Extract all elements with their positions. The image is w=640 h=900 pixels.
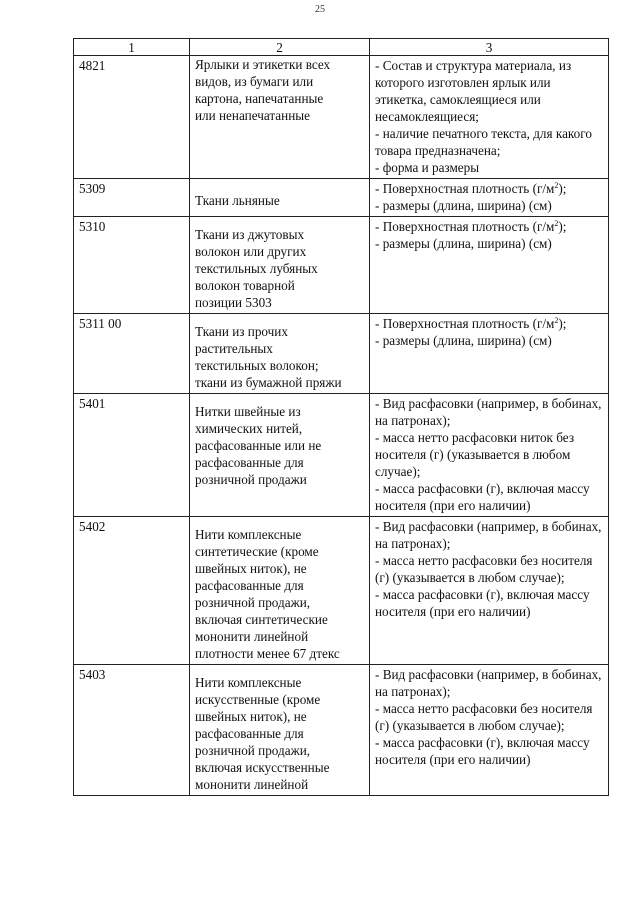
commodity-name-line: Ткани из джутовых [195, 227, 305, 242]
column-header-3: 3 [370, 39, 609, 56]
commodity-name-line: позиции 5303 [195, 295, 272, 310]
labeling-requirements [370, 314, 609, 394]
commodity-name-line: текстильных волокон; [195, 358, 319, 373]
requirement-item: - размеры (длина, ширина) (см) [375, 333, 552, 348]
requirement-item: - Поверхностная плотность $(г/м^2)$; [375, 181, 567, 196]
requirement-item: - масса нетто расфасовки без носителя (г) (указывается в любом случае); [375, 553, 593, 585]
table-row [74, 217, 609, 314]
table-row [74, 179, 609, 217]
labeling-requirements [370, 394, 609, 517]
column-header-1: 1 [74, 39, 190, 56]
requirement-item: - наличие печатного текста, для какого товара предназначена; [375, 126, 592, 158]
labeling-requirements [370, 179, 609, 217]
requirement-item: - масса расфасовки (г), включая массу носителя (при его наличии) [375, 481, 590, 513]
table-row [74, 314, 609, 394]
labeling-requirements [370, 217, 609, 314]
commodity-code: 5403 [74, 665, 190, 796]
requirement-item: - Вид расфасовки (например, в бобинах, на патронах); [375, 519, 602, 551]
commodity-name-line: искусственные (кроме [195, 692, 321, 707]
commodity-name [190, 217, 370, 314]
requirement-item: - масса нетто расфасовки ниток без носителя (г) (указывается в любом случае); [375, 430, 575, 479]
commodity-name-line: плотности менее 67 дтекс [195, 646, 340, 661]
commodity-name-line: расфасованные для [195, 455, 304, 470]
column-header-2: 2 [190, 39, 370, 56]
commodity-name-line: видов, из бумаги или [195, 74, 314, 89]
commodity-name [190, 665, 370, 796]
commodity-name-line: синтетические (кроме [195, 544, 319, 559]
commodity-code: 5310 [74, 217, 190, 314]
table-row [74, 56, 609, 179]
table-header-row [74, 39, 609, 56]
commodity-name-line: Нити комплексные [195, 527, 302, 542]
labeling-requirements [370, 517, 609, 665]
commodity-name-line: Ткани льняные [195, 193, 280, 208]
requirement-item: - размеры (длина, ширина) (см) [375, 198, 552, 213]
commodity-name-line: химических нитей, [195, 421, 303, 436]
commodity-name-line: включая синтетические [195, 612, 328, 627]
commodity-name-line: картона, напечатанные [195, 91, 324, 106]
table-row [74, 517, 609, 665]
commodity-name-line: розничной продажи, [195, 743, 311, 758]
requirement-item: - Вид расфасовки (например, в бобинах, на патронах); [375, 396, 602, 428]
table-row [74, 665, 609, 796]
commodity-name-line: швейных ниток), не [195, 709, 307, 724]
commodity-code: 4821 [74, 56, 190, 179]
commodity-name-line: Ярлыки и этикетки всех [195, 57, 331, 72]
commodity-name [190, 56, 370, 179]
commodity-name-line: расфасованные для [195, 578, 304, 593]
commodity-name-line: текстильных лубяных [195, 261, 318, 276]
tariff-requirements-table [73, 38, 609, 796]
commodity-code: 5309 [74, 179, 190, 217]
commodity-name-line: растительных [195, 341, 273, 356]
commodity-name-line: ткани из бумажной пряжи [195, 375, 342, 390]
commodity-name-line: розничной продажи, [195, 595, 311, 610]
commodity-name-line: включая искусственные [195, 760, 330, 775]
commodity-name [190, 517, 370, 665]
requirement-item: - Вид расфасовки (например, в бобинах, на патронах); [375, 667, 602, 699]
commodity-name-line: расфасованные или не [195, 438, 322, 453]
commodity-name-line: волокон или других [195, 244, 307, 259]
commodity-name-line: мононити линейной [195, 777, 309, 792]
commodity-name-line: розничной продажи [195, 472, 307, 487]
commodity-name-line: Ткани из прочих [195, 324, 288, 339]
commodity-name [190, 314, 370, 394]
commodity-name-line: волокон товарной [195, 278, 295, 293]
commodity-code: 5402 [74, 517, 190, 665]
requirement-item: - масса расфасовки (г), включая массу носителя (при его наличии) [375, 587, 590, 619]
commodity-name-line: Нитки швейные из [195, 404, 301, 419]
table-row [74, 394, 609, 517]
commodity-name-line: или ненапечатанные [195, 108, 310, 123]
requirement-item: - форма и размеры [375, 160, 480, 175]
commodity-code: 5311 00 [74, 314, 190, 394]
page-number: 25 [315, 4, 325, 15]
requirement-item: - Поверхностная плотность $(г/м^2)$; [375, 316, 567, 331]
requirement-item: - размеры (длина, ширина) (см) [375, 236, 552, 251]
requirement-item: - масса расфасовки (г), включая массу носителя (при его наличии) [375, 735, 590, 767]
requirement-item: - Поверхностная плотность $(г/м^2)$; [375, 219, 567, 234]
requirement-item: - Состав и структура материала, из которого изготовлен ярлык или этикетка, самоклеящиеся или несамоклеящиеся; [375, 58, 572, 124]
commodity-name [190, 394, 370, 517]
table-body [74, 56, 609, 796]
requirement-item: - масса нетто расфасовки без носителя (г) (указывается в любом случае); [375, 701, 593, 733]
commodity-name-line: Нити комплексные [195, 675, 302, 690]
commodity-name [190, 179, 370, 217]
commodity-name-line: расфасованные для [195, 726, 304, 741]
labeling-requirements [370, 665, 609, 796]
commodity-code: 5401 [74, 394, 190, 517]
commodity-name-line: швейных ниток), не [195, 561, 307, 576]
commodity-name-line: мононити линейной [195, 629, 309, 644]
labeling-requirements [370, 56, 609, 179]
